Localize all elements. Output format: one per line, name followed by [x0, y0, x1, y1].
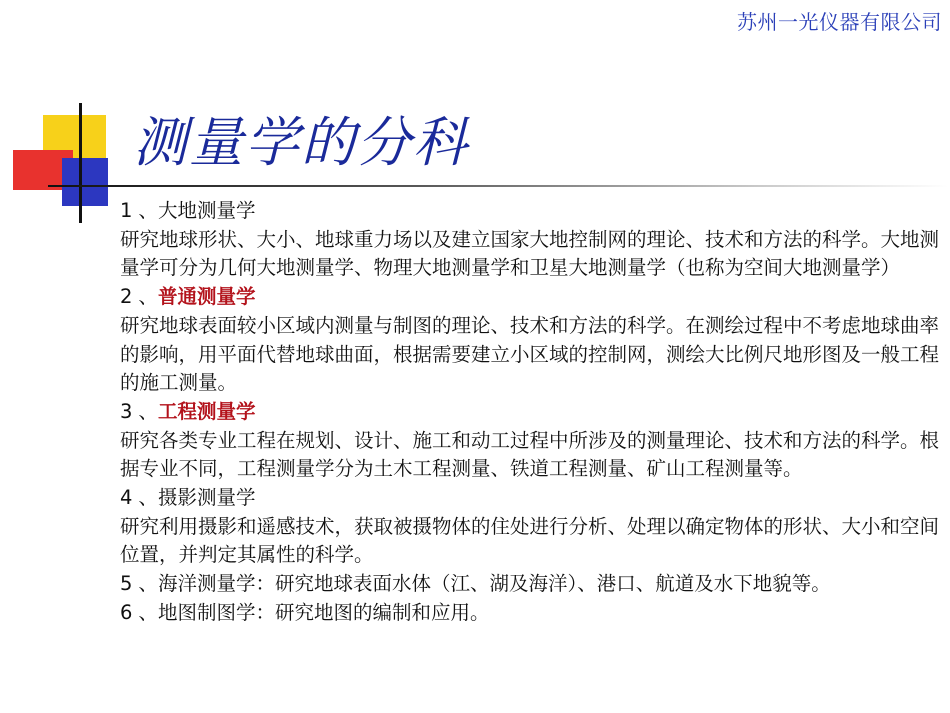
section-separator: 、 — [138, 486, 158, 510]
section-title: 工程测量学 — [157, 399, 256, 423]
section-number: 2 — [120, 285, 133, 309]
decor-vertical-line — [79, 103, 82, 223]
section-inline — [120, 570, 948, 599]
section-separator: 、 — [138, 399, 158, 423]
section-text: 海洋测量学：研究地球表面水体（江、湖及海洋）、港口、航道及水下地貌等。 — [157, 572, 831, 596]
decor-blue-square — [62, 158, 108, 206]
section-heading — [120, 398, 948, 427]
company-name: 苏州一光仪器有限公司 — [737, 10, 942, 34]
content-body — [120, 197, 948, 628]
section-separator: 、 — [138, 285, 158, 309]
section-number: 6 — [120, 600, 133, 624]
slide-title: 测量学的分科 — [133, 111, 469, 174]
section-heading — [120, 283, 948, 312]
section-number: 4 — [120, 486, 133, 510]
section-body: 研究地球形状、大小、地球重力场以及建立国家大地控制网的理论、技术和方法的科学。大地测量学可分为几何大地测量学、物理大地测量学和卫星大地测量学（也称为空间大地测量学） — [120, 227, 940, 280]
section-title: 大地测量学 — [157, 199, 256, 222]
section-body: 研究各类专业工程在规划、设计、施工和动工过程中所涉及的测量理论、技术和方法的科学。根据专业不同，工程测量学分为土木工程测量、铁道工程测量、矿山工程测量等。 — [120, 428, 940, 481]
section-inline — [120, 599, 948, 628]
section-body: 研究地球表面较小区域内测量与制图的理论、技术和方法的科学。在测绘过程中不考虑地球曲率的影响，用平面代替地球曲面，根据需要建立小区域的控制网，测绘大比例尺地形图及一般工程的施工测量。 — [120, 313, 940, 395]
section-separator: 、 — [138, 572, 158, 596]
section-separator: 、 — [138, 600, 158, 624]
section-separator: 、 — [138, 199, 158, 222]
decor-horizontal-line — [48, 185, 948, 187]
section-body: 研究利用摄影和遥感技术，获取被摄物体的住处进行分析、处理以确定物体的形状、大小和空间位置，并判定其属性的科学。 — [120, 514, 940, 567]
section-title: 摄影测量学 — [157, 486, 256, 510]
section-number: 1 — [120, 199, 133, 222]
section-number: 3 — [120, 399, 133, 423]
section-heading — [120, 197, 948, 226]
section-text: 地图制图学：研究地图的编制和应用。 — [157, 600, 490, 624]
section-title: 普通测量学 — [157, 285, 256, 309]
section-number: 5 — [120, 572, 133, 596]
section-heading — [120, 484, 948, 513]
